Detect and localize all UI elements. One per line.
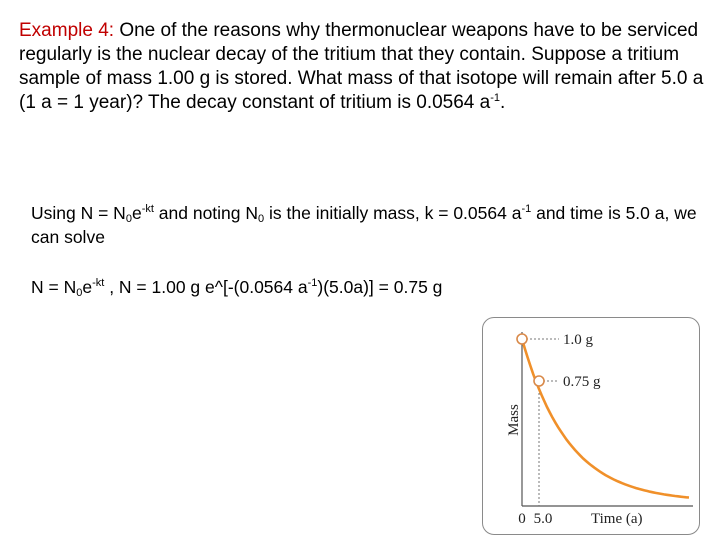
solution-superscript: -kt <box>141 203 154 215</box>
solution-part: e <box>131 203 142 223</box>
equation-superscript: -kt <box>92 277 105 289</box>
y-axis-label: Mass <box>506 404 522 436</box>
x-axis-label: Time (a) <box>591 511 643 527</box>
equation-line <box>31 275 711 299</box>
example-label: Example 4: <box>19 20 115 41</box>
solution-part: and time is 5.0 a, we can solve <box>31 203 697 247</box>
equation-part: )(5.0a)] = 0.75 g <box>317 277 443 297</box>
problem-exponent: -1 <box>490 92 500 104</box>
solution-part: is the initially mass, k = 0.0564 a <box>264 203 522 223</box>
problem-statement <box>19 19 709 115</box>
solution-subscript: 0 <box>258 213 265 225</box>
start-marker <box>517 334 527 344</box>
point-label: 0.75 g <box>563 374 601 390</box>
equation-part: , N = 1.00 g e^[-(0.0564 a <box>104 277 308 297</box>
x-tick-0: 0 <box>518 511 526 527</box>
problem-end: . <box>500 92 506 113</box>
decay-graph <box>482 317 700 535</box>
decay-curve <box>522 339 689 498</box>
decay-graph-svg <box>483 318 701 536</box>
solution-text <box>31 201 701 249</box>
equation-subscript: 0 <box>76 287 83 299</box>
solution-subscript: 0 <box>125 213 132 225</box>
start-label: 1.0 g <box>563 332 593 348</box>
solution-part: Using N = N <box>31 203 126 223</box>
point-marker <box>534 376 544 386</box>
x-tick-5: 5.0 <box>533 511 553 527</box>
equation-part: N = N <box>31 277 77 297</box>
problem-text: One of the reasons why thermonuclear weapons have to be serviced regularly is the nuclear decay of the tritium that they contain. Suppose a tritium sample of mass 1.00 g is stored. What mass of that isotope will remain after 5.0 a (1 a = 1 year)? The decay constant of tritium is 0.0564 a <box>19 20 704 113</box>
equation-part: e <box>82 277 93 297</box>
solution-superscript: -1 <box>521 203 532 215</box>
equation-superscript: -1 <box>307 277 318 289</box>
solution-part: and noting N <box>153 203 259 223</box>
